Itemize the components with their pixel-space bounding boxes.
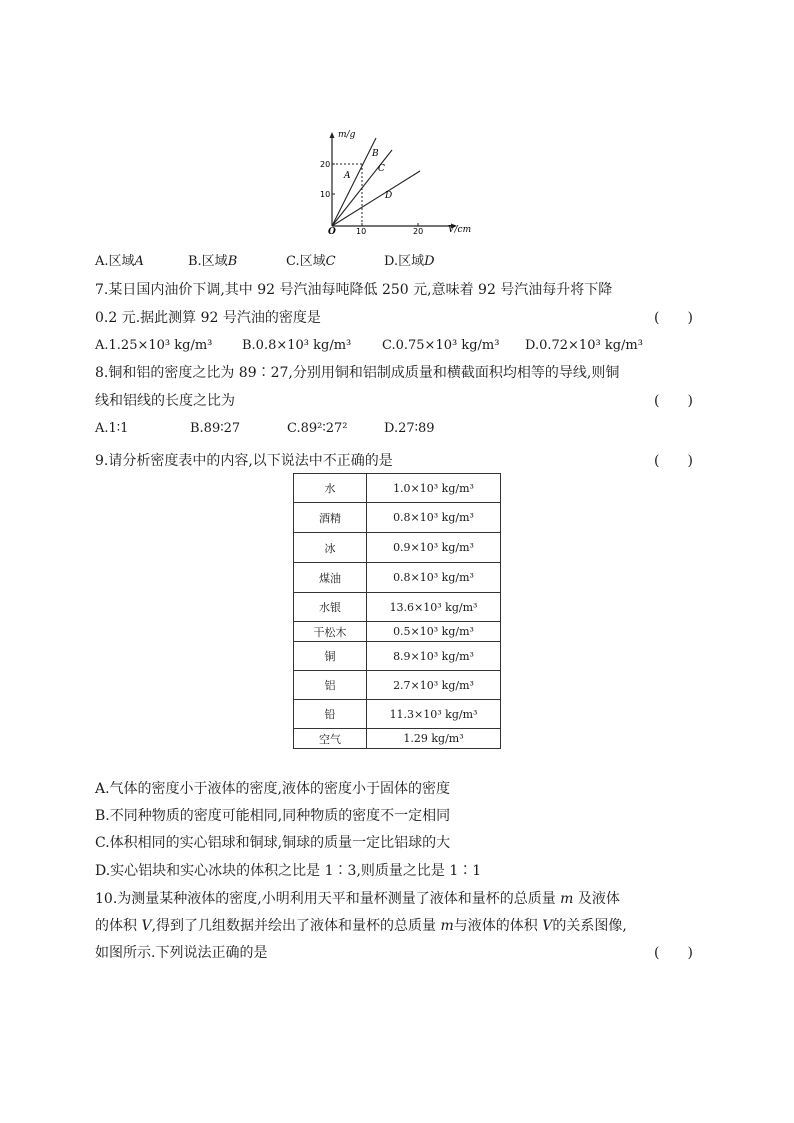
substance-cell: 空气 — [294, 729, 367, 749]
table-row — [294, 593, 501, 622]
substance-cell: 煤油 — [294, 563, 367, 593]
mass-volume-figure — [318, 128, 472, 238]
q7-stem-line2: 0.2 元.据此测算 92 号汽油的密度是 — [95, 310, 321, 326]
line-middle — [332, 150, 392, 226]
density-cell: 0.8×10³ kg/m³ — [367, 503, 501, 533]
substance-cell: 酒精 — [294, 503, 367, 533]
q6-option-a[interactable]: A.区域A — [95, 254, 144, 269]
q7-option-a[interactable]: A.1.25×10³ kg/m³ — [95, 338, 213, 353]
density-table — [293, 473, 501, 749]
density-cell: 1.29 kg/m³ — [367, 729, 501, 749]
q10-stem-line2: 的体积 V,得到了几组数据并绘出了液体和量杯的总质量 m与液体的体积 V的关系图像, — [95, 918, 627, 934]
q9-option-c[interactable]: C.体积相同的实心铝球和铜球,铜球的质量一定比铝球的大 — [95, 835, 451, 851]
region-label-b: B — [372, 149, 379, 159]
q6-option-c[interactable]: C.区域C — [286, 254, 336, 269]
q10-answer-paren: ( ) — [654, 945, 693, 961]
q8-option-d[interactable]: D.27∶89 — [384, 421, 435, 436]
x-tick-label-20: 20 — [413, 227, 424, 236]
q8-stem-line2: 线和铝线的长度之比为 — [95, 393, 235, 409]
y-tick-label-10: 10 — [320, 190, 331, 199]
table-row — [294, 671, 501, 700]
q8-answer-paren: ( ) — [654, 393, 693, 409]
substance-cell: 铅 — [294, 700, 367, 729]
density-cell: 1.0×10³ kg/m³ — [367, 474, 501, 503]
x-axis-label: V/cm — [448, 225, 472, 235]
table-row — [294, 503, 501, 533]
substance-cell: 铜 — [294, 642, 367, 671]
substance-cell: 干松木 — [294, 622, 367, 642]
q7-answer-paren: ( ) — [654, 310, 693, 326]
table-row — [294, 563, 501, 593]
substance-cell: 水银 — [294, 593, 367, 622]
y-axis-label: m/g — [338, 130, 356, 140]
q6-option-d[interactable]: D.区域D — [384, 254, 435, 269]
q9-option-d[interactable]: D.实心铝块和实心冰块的体积之比是 1∶3,则质量之比是 1∶1 — [95, 863, 482, 879]
density-cell: 2.7×10³ kg/m³ — [367, 671, 501, 700]
density-cell: 0.8×10³ kg/m³ — [367, 563, 501, 593]
q8-option-c[interactable]: C.89²∶27² — [287, 421, 348, 436]
q8-option-b[interactable]: B.89∶27 — [190, 421, 241, 436]
density-cell: 11.3×10³ kg/m³ — [367, 700, 501, 729]
table-row — [294, 474, 501, 503]
x-tick-label-10: 10 — [356, 227, 367, 236]
q7-option-c[interactable]: C.0.75×10³ kg/m³ — [382, 338, 500, 353]
region-label-a: A — [344, 171, 351, 181]
table-row — [294, 533, 501, 563]
q7-option-b[interactable]: B.0.8×10³ kg/m³ — [242, 338, 352, 353]
table-row — [294, 729, 501, 749]
density-cell: 0.5×10³ kg/m³ — [367, 622, 501, 642]
q10-stem-line3: 如图所示.下列说法正确的是 — [95, 945, 268, 961]
table-row — [294, 622, 501, 642]
substance-cell: 铝 — [294, 671, 367, 700]
q6-option-b[interactable]: B.区域B — [188, 254, 238, 269]
origin-label: O — [328, 227, 336, 237]
q9-stem: 9.请分析密度表中的内容,以下说法中不正确的是 — [95, 453, 393, 469]
table-row — [294, 700, 501, 729]
q9-option-b[interactable]: B.不同种物质的密度可能相同,同种物质的密度不一定相同 — [95, 808, 451, 824]
q9-option-a[interactable]: A.气体的密度小于液体的密度,液体的密度小于固体的密度 — [95, 781, 451, 797]
q8-option-a[interactable]: A.1∶1 — [95, 421, 129, 436]
substance-cell: 水 — [294, 474, 367, 503]
y-tick-label-20: 20 — [320, 160, 331, 169]
q7-stem-line1: 7.某日国内油价下调,其中 92 号汽油每吨降低 250 元,意味着 92 号汽油每升将下降 — [95, 282, 613, 298]
region-label-d: D — [385, 191, 393, 201]
density-cell: 0.9×10³ kg/m³ — [367, 533, 501, 563]
q8-stem-line1: 8.铜和铝的密度之比为 89∶27,分别用铜和铝制成质量和横截面积均相等的导线,则铜 — [95, 365, 620, 381]
y-axis-arrow — [330, 132, 335, 138]
substance-cell: 冰 — [294, 533, 367, 563]
density-cell: 8.9×10³ kg/m³ — [367, 642, 501, 671]
density-cell: 13.6×10³ kg/m³ — [367, 593, 501, 622]
q10-stem-line1: 10.为测量某种液体的密度,小明利用天平和量杯测量了液体和量杯的总质量 m 及液体 — [95, 891, 620, 907]
q9-answer-paren: ( ) — [654, 453, 693, 469]
q7-option-d[interactable]: D.0.72×10³ kg/m³ — [525, 338, 643, 353]
region-label-c: C — [378, 164, 385, 174]
table-row — [294, 642, 501, 671]
